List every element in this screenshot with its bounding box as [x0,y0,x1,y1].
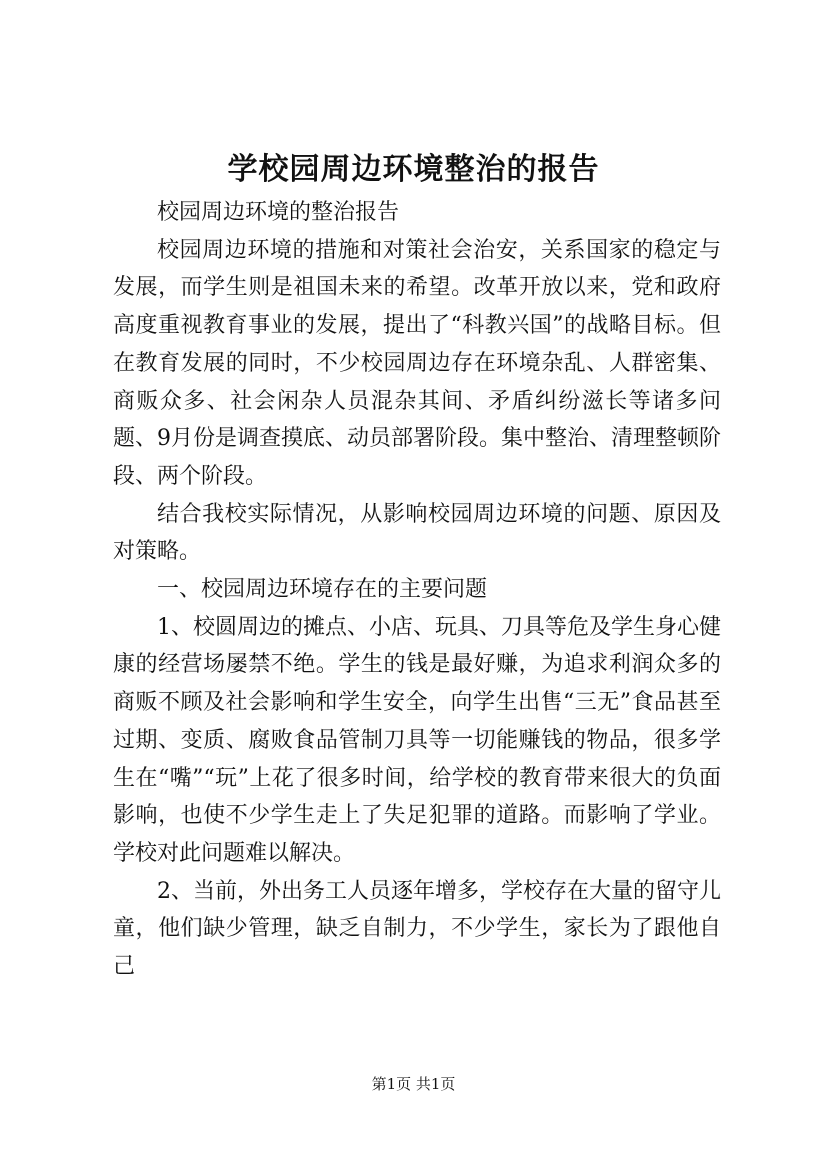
context-paragraph: 结合我校实际情况，从影响校园周边环境的问题、原因及对策略。 [113,501,721,565]
document-body [113,194,721,986]
document-title: 学校园周边环境整治的报告 [227,152,600,187]
section-heading: 一、校园周边环境存在的主要问题 [157,577,488,603]
problem-2-paragraph: 2、当前，外出务工人员逐年增多，学校存在大量的留守儿童，他们缺少管理，缺乏自制力，不少学生，家长为了跟他自己 [113,878,721,980]
intro-paragraph: 校园周边环境的措施和对策社会治安，关系国家的稳定与发展，而学生则是祖国未来的希望。改革开放以来，党和政府高度重视教育事业的发展，提出了“科教兴国”的战略目标。但在教育发展的同时，不少校园周边存在环境杂乱、人群密集、商贩众多、社会闲杂人员混杂其间、矛盾纠纷滋长等诸多问题、9月份是调查摸底、动员部署阶段。集中整治、清理整顿阶段、两个阶段。 [113,237,721,489]
subtitle-paragraph: 校园周边环境的整治报告 [157,200,400,225]
problem-1-paragraph: 1、校圆周边的摊点、小店、玩具、刀具等危及学生身心健康的经营场屡禁不绝。学生的钱是最好赚，为追求利润众多的商贩不顾及社会影响和学生安全，向学生出售“三无”食品甚至过期、变质、腐败食品管制刀具等一切能赚钱的物品，很多学生在“嘴”“玩”上花了很多时间，给学校的教育带来很大的负面影响，也使不少学生走上了失足犯罪的道路。而影响了学业。学校对此问题难以解决。 [113,614,721,866]
page-footer: 第1页 共1页 [371,1075,456,1093]
